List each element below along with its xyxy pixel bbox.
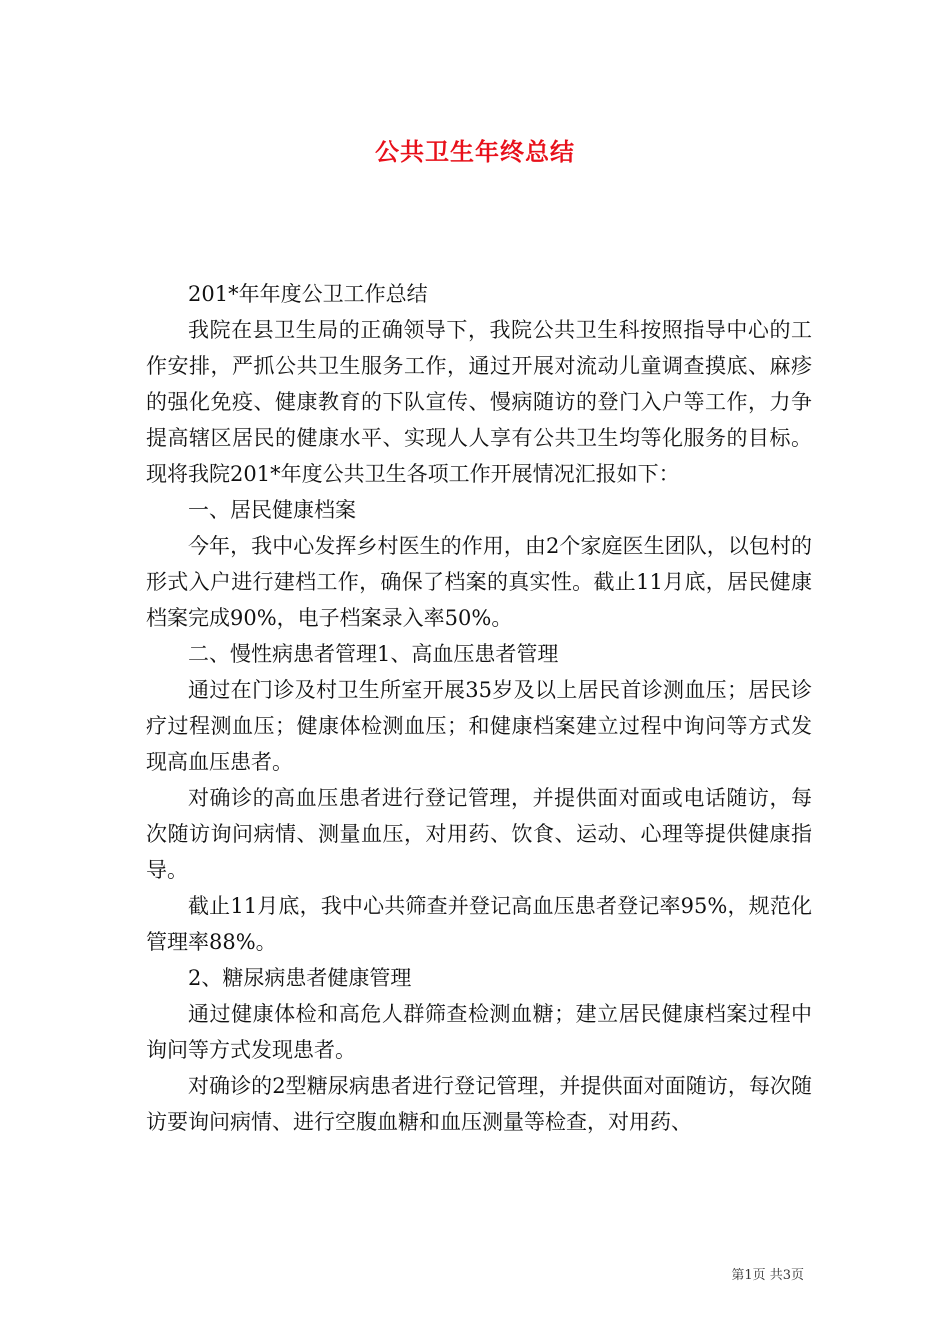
paragraph-hypertension-stats: 截止11月底，我中心共筛查并登记高血压患者登记率95%，规范化管理率88%。 — [146, 894, 812, 954]
page-number: 第1页 共3页 — [731, 1268, 804, 1283]
section-heading-chronic-disease: 二、慢性病患者管理1、高血压患者管理 — [188, 642, 559, 666]
paragraph-diabetes-management: 对确诊的2型糖尿病患者进行登记管理，并提供面对面随访，每次随访要询问病情、进行空腹血糖和血压测量等检查，对用药、 — [146, 1074, 812, 1134]
section-heading-diabetes: 2、糖尿病患者健康管理 — [188, 966, 412, 990]
paragraph-intro: 我院在县卫生局的正确领导下，我院公共卫生科按照指导中心的工作安排，严抓公共卫生服务工作，通过开展对流动儿童调查摸底、麻疹的强化免疫、健康教育的下队宣传、慢病随访的登门入户等工作，力争提高辖区居民的健康水平、实现人人享有公共卫生均等化服务的目标。现将我院201*年度公共卫生各项工作开展情况汇报如下： — [146, 318, 812, 486]
paragraph-hypertension-management: 对确诊的高血压患者进行登记管理，并提供面对面或电话随访，每次随访询问病情、测量血压，对用药、饮食、运动、心理等提供健康指导。 — [146, 786, 812, 882]
paragraph-diabetes-screening: 通过健康体检和高危人群筛查检测血糖；建立居民健康档案过程中询问等方式发现患者。 — [146, 1002, 812, 1062]
section-heading-health-records: 一、居民健康档案 — [188, 498, 356, 522]
document-title: 公共卫生年终总结 — [375, 138, 575, 166]
paragraph-subtitle: 201*年年度公卫工作总结 — [188, 282, 428, 306]
paragraph-health-records: 今年，我中心发挥乡村医生的作用，由2个家庭医生团队，以包村的形式入户进行建档工作，确保了档案的真实性。截止11月底，居民健康档案完成90%，电子档案录入率50%。 — [146, 534, 812, 630]
paragraph-hypertension-screening: 通过在门诊及村卫生所室开展35岁及以上居民首诊测血压；居民诊疗过程测血压；健康体检测血压；和健康档案建立过程中询问等方式发现高血压患者。 — [146, 678, 812, 774]
document-body — [146, 276, 812, 1140]
